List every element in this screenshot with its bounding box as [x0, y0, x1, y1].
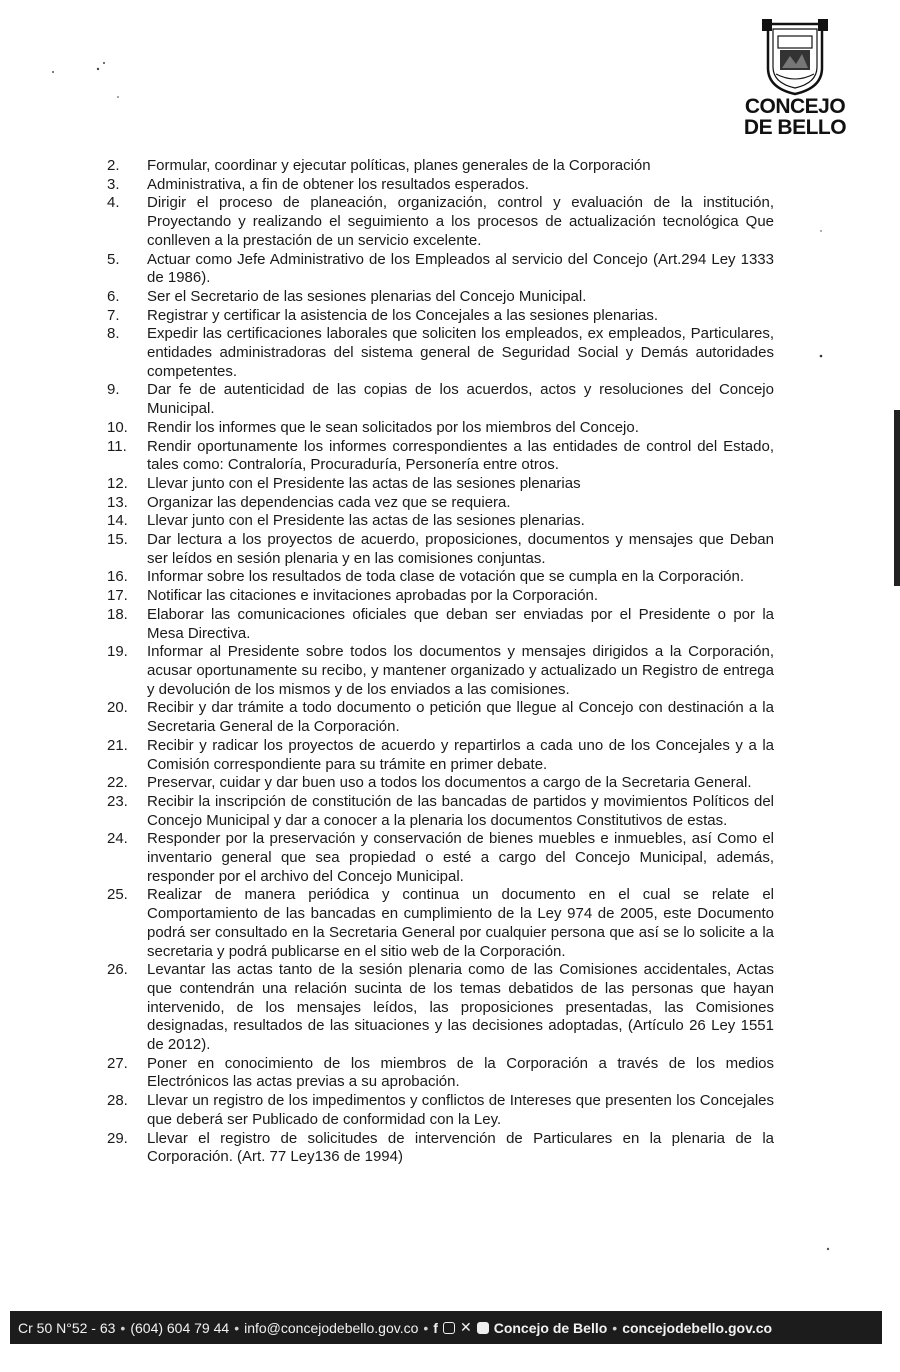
list-item-number: 13. [107, 493, 128, 511]
scan-edge-mark [894, 410, 900, 586]
list-item-number: 26. [107, 961, 128, 979]
list-item-text: Dar fe de autenticidad de las copias de los acuerdos, actos y resoluciones del Concejo Municipal. [147, 381, 774, 418]
list-item-number: 3. [107, 175, 120, 193]
list-item-text: Rendir oportunamente los informes correspondientes a las entidades de control del Estado, tales como: Contraloría, Procuraduría, Personería entre otros. [147, 437, 774, 474]
functions-list [107, 157, 774, 1167]
list-item [107, 512, 774, 531]
instagram-icon[interactable] [443, 1322, 455, 1334]
list-item-text: Administrativa, a fin de obtener los resultados esperados. [147, 175, 529, 193]
list-item-number: 27. [107, 1054, 128, 1072]
list-item-number: 18. [107, 605, 128, 623]
footer-separator: • [423, 1319, 429, 1336]
list-item [107, 494, 774, 513]
footer-separator: • [234, 1319, 240, 1336]
list-item-text: Organizar las dependencias cada vez que se requiera. [147, 493, 511, 511]
list-item-text: Llevar el registro de solicitudes de intervención de Particulares en la plenaria de la Corporación. (Art. 77 Ley136 de 1994) [147, 1129, 774, 1166]
org-name-line2: DE BELLO [743, 116, 847, 139]
list-item [107, 157, 774, 176]
list-item-text: Actuar como Jefe Administrativo de los Empleados al servicio del Concejo (Art.294 Ley 1333 de 1986). [147, 250, 774, 287]
list-item-text: Preservar, cuidar y dar buen uso a todos los documentos a cargo de la Secretaria General. [147, 774, 752, 792]
x-icon[interactable]: ✕ [459, 1319, 472, 1335]
list-item-text: Realizar de manera periódica y continua un documento en el cual se relate el Comportamiento de las bancadas en cumplimiento de la Ley 974 de 2005, este Documento podrá ser consultado en la Secretaria General por cualquier persona que así se lo solicite a la secretaria y podrá publicarse en el sitio web de la Corporación. [147, 886, 774, 960]
list-item [107, 194, 774, 250]
list-item [107, 381, 774, 418]
list-item [107, 830, 774, 886]
list-item-number: 14. [107, 512, 128, 530]
footer-address: Cr 50 N°52 - 63 [18, 1319, 116, 1336]
list-item-text: Levantar las actas tanto de la sesión plenaria como de las Comisiones accidentales, Actas que contendrán una relación sucinta de los temas debatidos de las personas que hayan intervenido, de los mensajes leídos, las proposiciones presentadas, las Comisiones designadas, resultados de las situaciones y las decisiones adoptadas, (Artículo 26 Ley 1551 de 2012). [147, 961, 774, 1054]
list-item [107, 307, 774, 326]
list-item-number: 12. [107, 474, 128, 492]
list-item [107, 699, 774, 736]
list-item-text: Poner en conocimiento de los miembros de la Corporación a través de los medios Electrónicos las actas previas a su aprobación. [147, 1054, 774, 1091]
list-item-number: 7. [107, 306, 120, 324]
list-item-number: 9. [107, 381, 120, 399]
footer-email[interactable]: info@concejodebello.gov.co [244, 1319, 419, 1336]
list-item-text: Dar lectura a los proyectos de acuerdo, proposiciones, documentos y mensajes que Deban ser leídos en sesión plenaria y en las comisiones conjuntas. [147, 531, 774, 567]
org-name-line1: CONCEJO [744, 95, 846, 118]
list-item-text: Expedir las certificaciones laborales que soliciten los empleados, ex empleados, Particulares, entidades administradoras del sistema general de Seguridad Social y Demás autoridades competentes. [147, 325, 774, 380]
list-item-number: 23. [107, 792, 128, 810]
youtube-icon[interactable] [477, 1322, 489, 1334]
list-item [107, 475, 774, 494]
list-item-text: Llevar junto con el Presidente las actas de las sesiones plenarias [147, 474, 581, 492]
list-item-number: 22. [107, 774, 128, 792]
list-item [107, 737, 774, 774]
list-item [107, 587, 774, 606]
list-item [107, 288, 774, 307]
list-item-number: 2. [107, 157, 120, 174]
list-item-number: 10. [107, 418, 128, 436]
footer-separator: • [120, 1319, 126, 1336]
list-item-number: 8. [107, 325, 120, 343]
list-item-number: 15. [107, 531, 128, 549]
list-item-text: Dirigir el proceso de planeación, organización, control y evaluación de la institución, Proyectando y realizando el seguimiento a los procesos de actualización tecnológica Que conlleven a la prestación de un servicio excelente. [147, 194, 774, 249]
list-item [107, 606, 774, 643]
list-item-text: Recibir y radicar los proyectos de acuerdo y repartirlos a cada uno de los Concejales y a la Comisión correspondiente para su trámite en primer debate. [147, 736, 774, 773]
list-item-number: 24. [107, 830, 128, 848]
list-item [107, 419, 774, 438]
list-item-text: Elaborar las comunicaciones oficiales que deban ser enviadas por el Presidente o por la Mesa Directiva. [147, 605, 774, 642]
list-item-number: 21. [107, 736, 128, 754]
list-item-text: Informar al Presidente sobre todos los documentos y mensajes dirigidos a la Corporación, acusar oportunamente su recibo, y mantener organizado y actualizado un Registro de entrega y devolución de los mismos y de los enviados a las comisiones. [147, 643, 774, 698]
list-item [107, 961, 774, 1055]
footer-bar [10, 1311, 882, 1344]
list-item [107, 793, 774, 830]
list-item-number: 4. [107, 194, 120, 212]
list-item [107, 438, 774, 475]
list-item-number: 25. [107, 886, 128, 904]
list-item [107, 1092, 774, 1129]
list-item-number: 11. [107, 437, 127, 455]
list-item-text: Recibir la inscripción de constitución de las bancadas de partidos y movimientos Políticos del Concejo Municipal y dar a conocer a la plenaria los documentos Constitutivos de estas. [147, 792, 774, 829]
list-item [107, 774, 774, 793]
list-item-text: Responder por la preservación y conservación de bienes muebles e inmuebles, así Como el inventario general que sea propiedad o esté a cargo del Concejo Municipal, además, responder por el archivo del Concejo Municipal. [147, 830, 774, 885]
list-item-text: Rendir los informes que le sean solicitados por los miembros del Concejo. [147, 418, 639, 436]
list-item-number: 17. [107, 587, 128, 605]
list-item [107, 531, 774, 568]
list-item [107, 251, 774, 288]
list-item-number: 29. [107, 1129, 128, 1147]
list-item [107, 1055, 774, 1092]
list-item [107, 568, 774, 587]
list-item-text: Ser el Secretario de las sesiones plenarias del Concejo Municipal. [147, 287, 587, 305]
list-item [107, 325, 774, 381]
list-item-text: Llevar junto con el Presidente las actas de las sesiones plenarias. [147, 512, 585, 530]
list-item-text: Llevar un registro de los impedimentos y conflictos de Intereses que presenten los Concejales que deberá ser Publicado de conformidad con la Ley. [147, 1092, 774, 1128]
footer-website[interactable]: concejodebello.gov.co [622, 1319, 773, 1336]
list-item [107, 176, 774, 195]
facebook-icon[interactable]: f [433, 1319, 438, 1336]
list-item-number: 16. [107, 568, 128, 586]
footer-phone[interactable]: (604) 604 79 44 [130, 1319, 230, 1336]
footer-social-name: Concejo de Bello [493, 1319, 608, 1336]
municipal-seal-icon [760, 18, 830, 96]
list-item-text: Informar sobre los resultados de toda clase de votación que se cumpla en la Corporación. [147, 568, 745, 586]
list-item-text: Formular, coordinar y ejecutar políticas, planes generales de la Corporación [147, 157, 651, 174]
list-item-text: Notificar las citaciones e invitaciones aprobadas por la Corporación. [147, 587, 599, 605]
list-item [107, 643, 774, 699]
list-item [107, 886, 774, 961]
footer-separator: • [612, 1319, 618, 1336]
list-item-number: 28. [107, 1092, 128, 1110]
list-item-number: 5. [107, 250, 120, 268]
list-item-text: Registrar y certificar la asistencia de los Concejales a las sesiones plenarias. [147, 306, 659, 324]
list-item-number: 19. [107, 643, 128, 661]
list-item [107, 1130, 774, 1167]
organization-logo [736, 18, 854, 138]
list-item-number: 6. [107, 287, 120, 305]
list-item-number: 20. [107, 699, 128, 717]
list-item-text: Recibir y dar trámite a todo documento o petición que llegue al Concejo con destinación a la Secretaria General de la Corporación. [147, 699, 774, 736]
